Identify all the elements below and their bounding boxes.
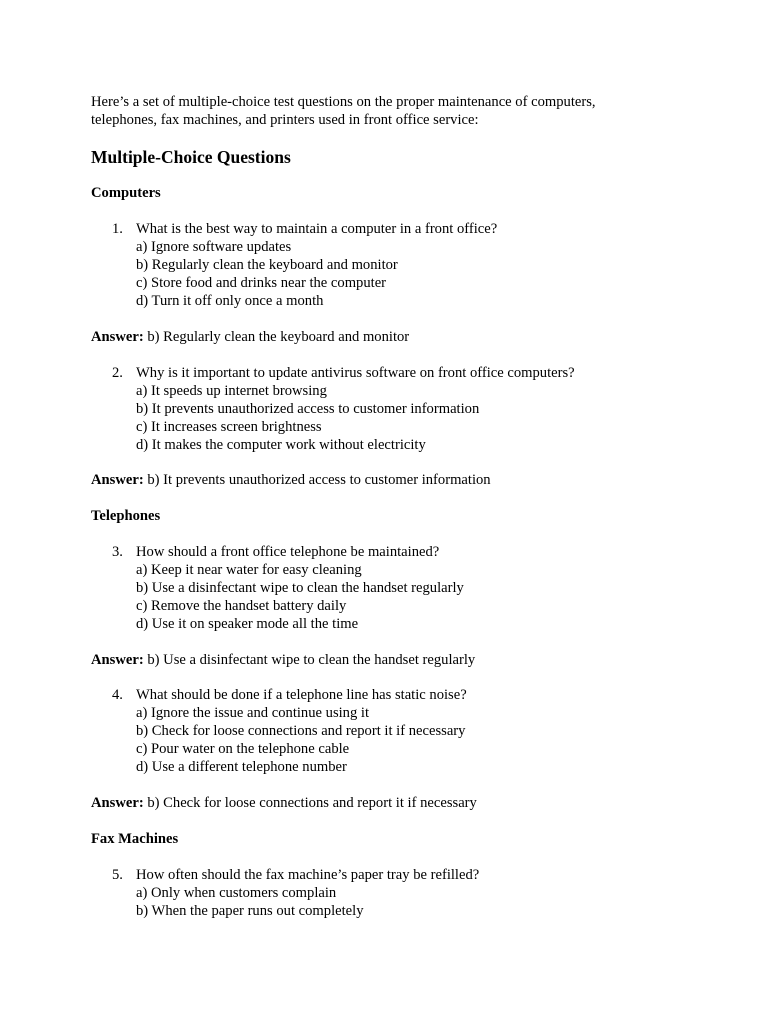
- answer-label: Answer:: [91, 795, 144, 811]
- question-5-options: [136, 884, 364, 920]
- option-b: b) When the paper runs out completely: [136, 903, 364, 919]
- question-4-options: [136, 704, 465, 776]
- section-heading-fax-machines: Fax Machines: [91, 831, 179, 847]
- option-c: c) Pour water on the telephone cable: [136, 741, 350, 757]
- question-text: How should a front office telephone be maintained?: [136, 544, 440, 560]
- question-text: Why is it important to update antivirus software on front office computers?: [136, 365, 575, 381]
- answer-label: Answer:: [91, 472, 144, 488]
- option-d: d) Turn it off only once a month: [136, 293, 324, 309]
- question-3: [112, 543, 439, 561]
- option-b: b) Regularly clean the keyboard and monitor: [136, 257, 398, 273]
- option-b: b) Check for loose connections and report it if necessary: [136, 723, 466, 739]
- question-number: 1.: [112, 221, 123, 237]
- option-b: b) It prevents unauthorized access to customer information: [136, 401, 480, 417]
- option-c: c) Store food and drinks near the computer: [136, 275, 387, 291]
- question-2: [112, 364, 575, 382]
- question-4: [112, 686, 467, 704]
- section-heading-telephones: Telephones: [91, 508, 161, 524]
- answer-text: b) It prevents unauthorized access to customer information: [147, 472, 491, 488]
- option-a: a) Ignore the issue and continue using it: [136, 705, 370, 721]
- question-number: 4.: [112, 687, 123, 703]
- option-a: a) It speeds up internet browsing: [136, 383, 327, 399]
- option-a: a) Keep it near water for easy cleaning: [136, 562, 362, 578]
- answer-text: b) Use a disinfectant wipe to clean the handset regularly: [147, 652, 476, 668]
- option-d: d) Use a different telephone number: [136, 759, 347, 775]
- answer-2: [91, 471, 491, 489]
- main-heading: Multiple-Choice Questions: [91, 147, 291, 167]
- answer-1: [91, 328, 409, 346]
- question-text: How often should the fax machine’s paper tray be refilled?: [136, 867, 480, 883]
- option-c: c) It increases screen brightness: [136, 419, 322, 435]
- option-d: d) It makes the computer work without electricity: [136, 437, 426, 453]
- section-heading-computers: Computers: [91, 185, 161, 201]
- question-1-options: [136, 238, 398, 310]
- question-number: 5.: [112, 867, 123, 883]
- option-a: a) Only when customers complain: [136, 885, 337, 901]
- question-number: 2.: [112, 365, 123, 381]
- answer-label: Answer:: [91, 329, 144, 345]
- question-text: What is the best way to maintain a computer in a front office?: [136, 221, 498, 237]
- question-1: [112, 220, 497, 238]
- intro-line: Here’s a set of multiple-choice test questions on the proper maintenance of computers,: [91, 94, 596, 110]
- intro-line: telephones, fax machines, and printers used in front office service:: [91, 112, 479, 128]
- option-a: a) Ignore software updates: [136, 239, 292, 255]
- question-2-options: [136, 382, 479, 454]
- question-text: What should be done if a telephone line has static noise?: [136, 687, 467, 703]
- question-number: 3.: [112, 544, 123, 560]
- answer-text: b) Regularly clean the keyboard and monitor: [147, 329, 410, 345]
- answer-label: Answer:: [91, 652, 144, 668]
- answer-3: [91, 651, 475, 669]
- answer-text: b) Check for loose connections and report it if necessary: [147, 795, 477, 811]
- option-c: c) Remove the handset battery daily: [136, 598, 347, 614]
- option-d: d) Use it on speaker mode all the time: [136, 616, 359, 632]
- question-3-options: [136, 561, 464, 633]
- answer-4: [91, 794, 477, 812]
- intro-paragraph: [91, 93, 596, 129]
- option-b: b) Use a disinfectant wipe to clean the handset regularly: [136, 580, 464, 596]
- question-5: [112, 866, 479, 884]
